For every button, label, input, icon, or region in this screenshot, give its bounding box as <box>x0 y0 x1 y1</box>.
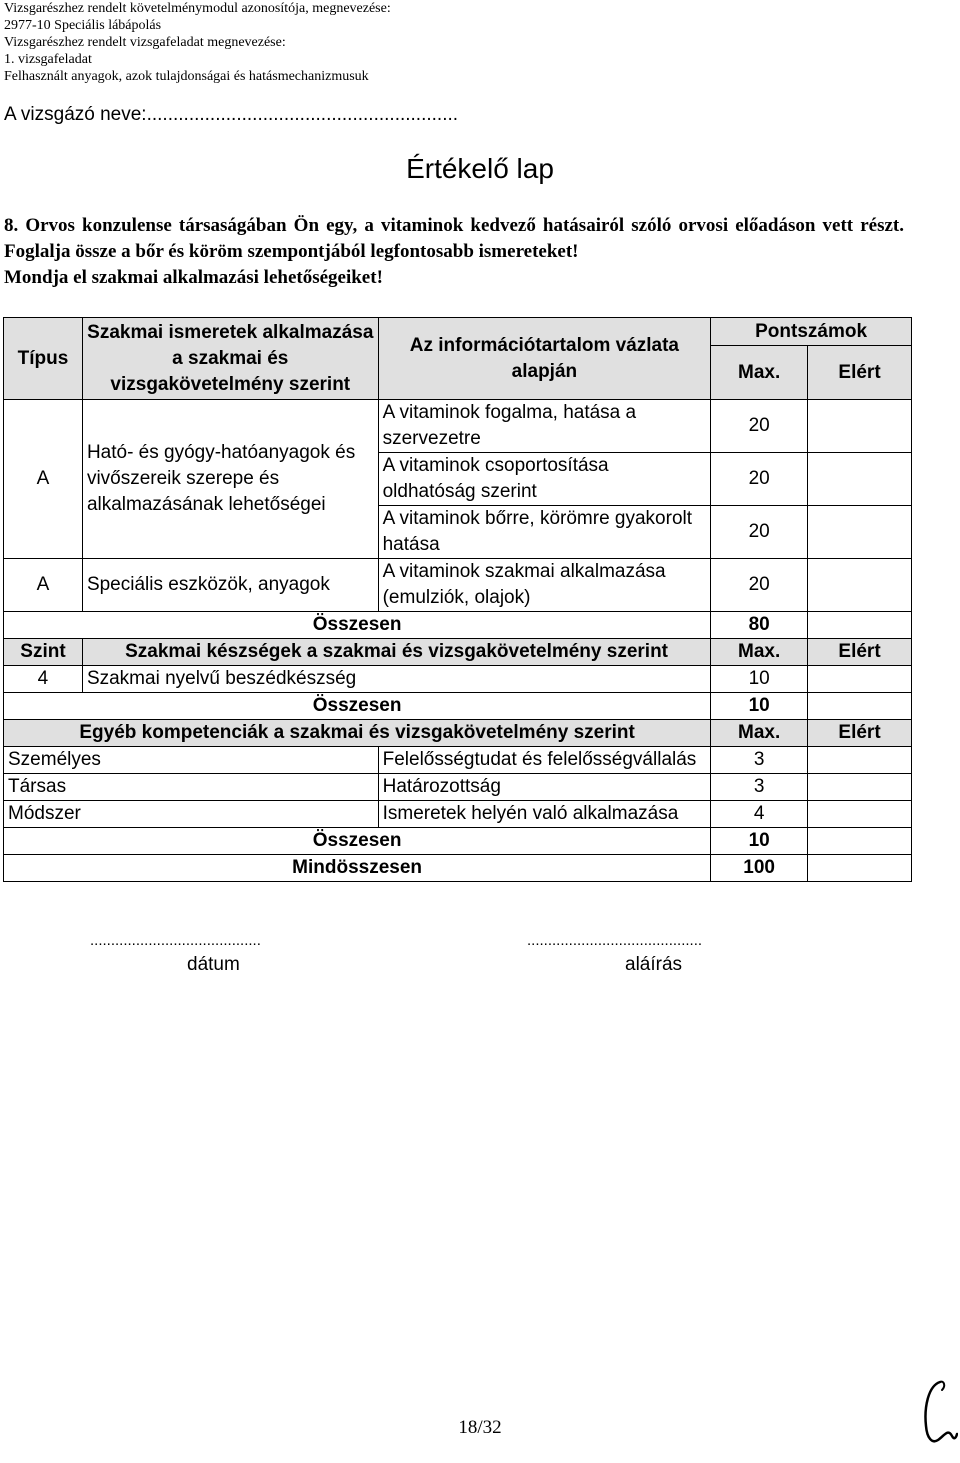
competency-max-2: 3 <box>711 774 808 801</box>
header-line-2: 2977-10 Speciális lábápolás <box>4 18 162 33</box>
competency-item-1: Felelősségtudat és felelősségvállalás <box>378 747 711 774</box>
competency-category-2: Társas <box>4 774 379 801</box>
task-text-2: Mondja el szakmai alkalmazási lehetőségeiket! <box>4 267 383 288</box>
header-achieved: Elért <box>808 346 912 400</box>
skills-header: Szakmai készségek a szakmai és vizsgakövetelmény szerint <box>82 639 710 666</box>
header-max: Max. <box>711 346 808 400</box>
section2-info: A vitaminok szakmai alkalmazása (emulziók, olajok) <box>378 559 711 612</box>
skills-item: Szakmai nyelvű beszédkészség <box>82 666 710 693</box>
evaluation-table <box>3 317 912 882</box>
subtotal3-achieved[interactable] <box>808 828 912 855</box>
document-header <box>4 0 391 85</box>
competency-category-3: Módszer <box>4 801 379 828</box>
signature-line: .......................................... <box>527 932 703 949</box>
section1-type: A <box>4 400 83 559</box>
skills-item-max: 10 <box>711 666 808 693</box>
section1-achieved-3[interactable] <box>808 506 912 559</box>
skills-level: 4 <box>4 666 83 693</box>
competency-achieved-1[interactable] <box>808 747 912 774</box>
signature-label: aláírás <box>625 954 683 975</box>
section2-max: 20 <box>711 559 808 612</box>
skills-achieved-header: Elért <box>808 639 912 666</box>
section2-achieved[interactable] <box>808 559 912 612</box>
subtotal1-label: Összesen <box>4 612 711 639</box>
candidate-name-field: A vizsgázó neve:........................................................... <box>4 104 459 125</box>
subtotal2-max: 10 <box>711 693 808 720</box>
header-line-3: Vizsgarészhez rendelt vizsgafeladat megnevezése: <box>4 35 286 50</box>
grand-total-label: Mindösszesen <box>4 855 711 882</box>
page-number: 18/32 <box>458 1417 502 1438</box>
section2-knowledge: Speciális eszközök, anyagok <box>82 559 378 612</box>
section1-max-2: 20 <box>711 453 808 506</box>
subtotal3-label: Összesen <box>4 828 711 855</box>
header-knowledge: Szakmai ismeretek alkalmazása a szakmai és vizsgakövetelmény szerint <box>82 318 378 400</box>
section1-achieved-2[interactable] <box>808 453 912 506</box>
section1-max-3: 20 <box>711 506 808 559</box>
subtotal3-max: 10 <box>711 828 808 855</box>
header-line-5: Felhasznált anyagok, azok tulajdonságai és hatásmechanizmusuk <box>4 69 369 84</box>
task-text-1: 8. Orvos konzulense társaságában Ön egy, a vitaminok kedvező hatásairól szóló orvosi előadáson vett részt. Foglalja össze a bőr és köröm szempontjából legfontosabb ismereteket! <box>4 215 904 262</box>
section1-max-1: 20 <box>711 400 808 453</box>
page-title: Értékelő lap <box>406 153 554 184</box>
section1-achieved-1[interactable] <box>808 400 912 453</box>
competency-item-2: Határozottság <box>378 774 711 801</box>
header-points: Pontszámok <box>711 318 912 346</box>
competencies-header: Egyéb kompetenciák a szakmai és vizsgakövetelmény szerint <box>4 720 711 747</box>
subtotal2-achieved[interactable] <box>808 693 912 720</box>
header-line-4: 1. vizsgafeladat <box>4 52 92 67</box>
header-line-1: Vizsgarészhez rendelt követelménymodul azonosítója, megnevezése: <box>4 1 391 16</box>
subtotal1-achieved[interactable] <box>808 612 912 639</box>
competency-item-3: Ismeretek helyén való alkalmazása <box>378 801 711 828</box>
skills-level-header: Szint <box>4 639 83 666</box>
subtotal2-label: Összesen <box>4 693 711 720</box>
handwritten-initial <box>918 1378 958 1448</box>
competency-max-3: 4 <box>711 801 808 828</box>
competencies-achieved-header: Elért <box>808 720 912 747</box>
section2-type: A <box>4 559 83 612</box>
competency-max-1: 3 <box>711 747 808 774</box>
section1-info-2: A vitaminok csoportosítása oldhatóság szerint <box>378 453 711 506</box>
section1-info-3: A vitaminok bőrre, körömre gyakorolt hatása <box>378 506 711 559</box>
header-info: Az információtartalom vázlata alapján <box>378 318 711 400</box>
section1-knowledge: Ható- és gyógy-hatóanyagok és vivőszereik szerepe és alkalmazásának lehetőségei <box>82 400 378 559</box>
skills-max-header: Max. <box>711 639 808 666</box>
task-description <box>4 213 904 291</box>
subtotal1-max: 80 <box>711 612 808 639</box>
date-label: dátum <box>187 954 240 975</box>
competencies-max-header: Max. <box>711 720 808 747</box>
date-line: ......................................... <box>90 932 261 949</box>
header-type: Típus <box>4 318 83 400</box>
skills-item-achieved[interactable] <box>808 666 912 693</box>
competency-achieved-2[interactable] <box>808 774 912 801</box>
competency-category-1: Személyes <box>4 747 379 774</box>
grand-total-achieved[interactable] <box>808 855 912 882</box>
competency-achieved-3[interactable] <box>808 801 912 828</box>
grand-total-max: 100 <box>711 855 808 882</box>
section1-info-1: A vitaminok fogalma, hatása a szervezetre <box>378 400 711 453</box>
